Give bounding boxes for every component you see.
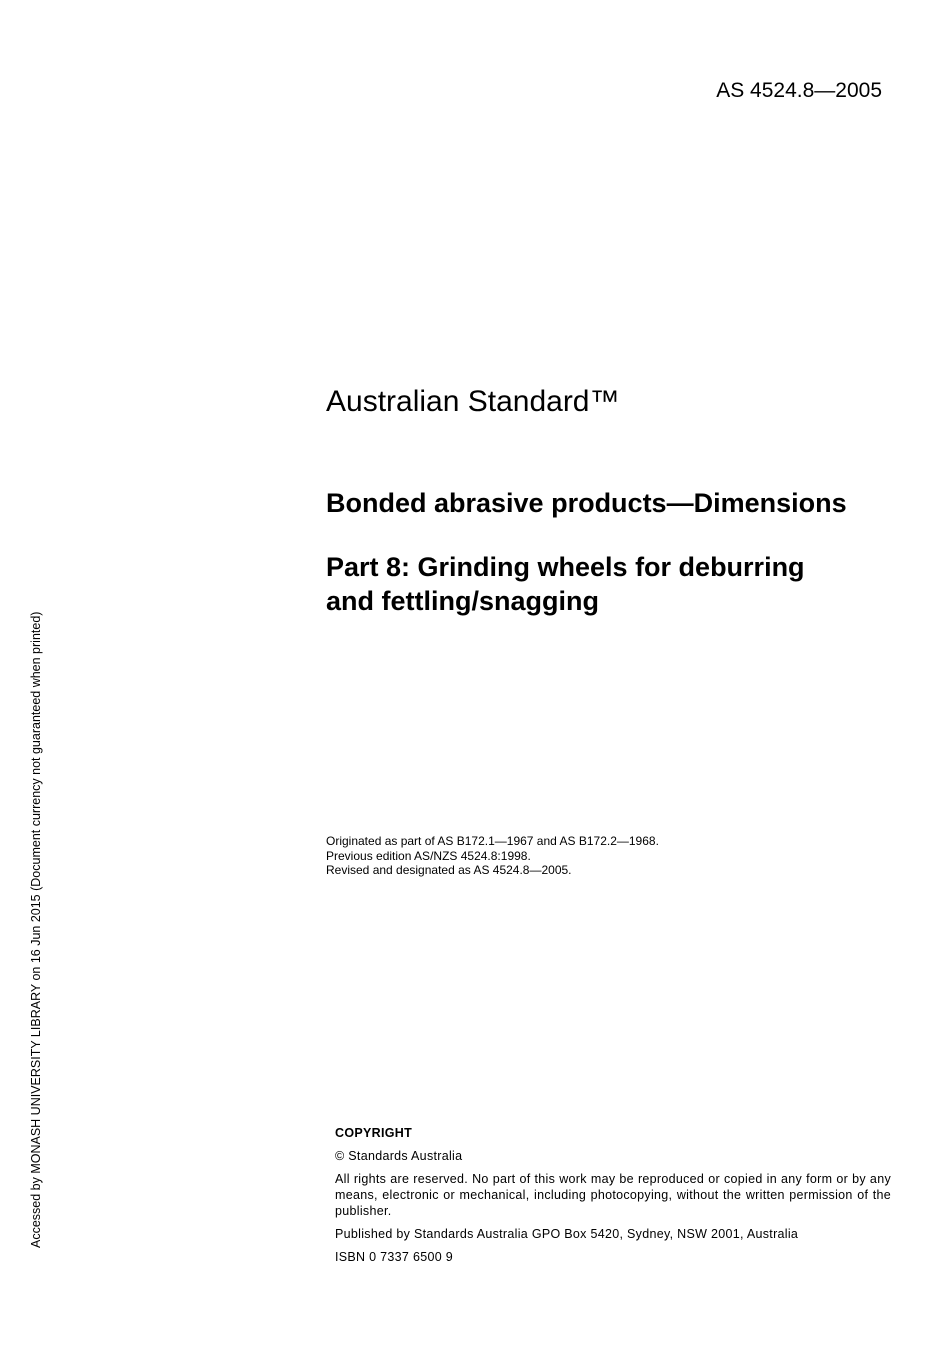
- history-line-2: Previous edition AS/NZS 4524.8:1998.: [326, 848, 531, 863]
- publication-history: [326, 834, 659, 878]
- access-watermark: Accessed by MONASH UNIVERSITY LIBRARY on 16 Jun 2015 (Document currency not guaranteed when printed): [29, 611, 43, 1248]
- part-title-line-2: and fettling/snagging: [326, 586, 599, 616]
- history-line-3: Revised and designated as AS 4524.8—2005.: [326, 863, 572, 877]
- copyright-heading: COPYRIGHT: [335, 1126, 413, 1140]
- copyright-rights-statement: All rights are reserved. No part of this work may be reproduced or copied in any form or by any means, electronic or mechanical, including photocopying, without the written permission of the publisher.: [335, 1172, 891, 1218]
- document-title: Bonded abrasive products—Dimensions: [326, 488, 847, 518]
- copyright-owner: © Standards Australia: [335, 1149, 463, 1163]
- publisher-address: Published by Standards Australia GPO Box 5420, Sydney, NSW 2001, Australia: [335, 1227, 799, 1241]
- part-title: [326, 550, 886, 618]
- document-number: AS 4524.8—2005: [716, 79, 882, 102]
- series-title: Australian Standard™: [326, 385, 620, 418]
- part-title-line-1: Part 8: Grinding wheels for deburring: [326, 552, 805, 582]
- copyright-block: [335, 1125, 891, 1272]
- isbn: ISBN 0 7337 6500 9: [335, 1250, 453, 1264]
- history-line-1: Originated as part of AS B172.1—1967 and AS B172.2—1968.: [326, 834, 659, 848]
